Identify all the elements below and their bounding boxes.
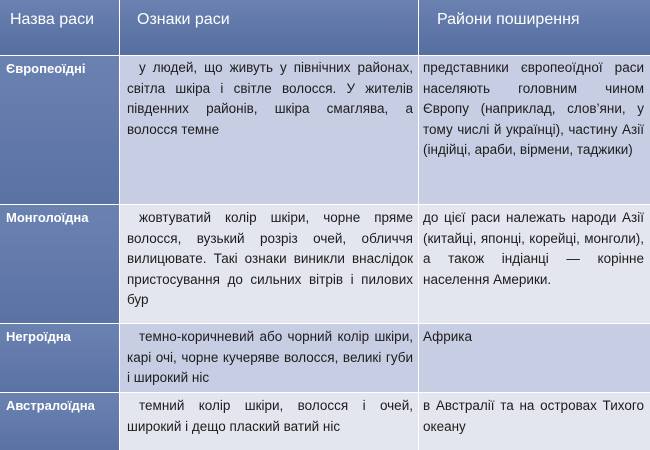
- table-row: [0, 393, 650, 450]
- row-divider: [0, 204, 650, 205]
- race-regions-cell: представники європеоїдної раси населяють головним чином Європу (наприклад, слов’яни, у тому числі й українці), частину Азії (індійці, араби, вірмени, таджики): [423, 60, 644, 157]
- race-regions-cell: до цієї раси належать народи Азії (китайці, японці, корейці, монголи), а також індіанці — корінне населення Америки.: [423, 210, 644, 287]
- race-regions-cell: в Австралії та на островах Тихого океану: [423, 398, 644, 434]
- race-name-cell: Європеоїдні: [0, 56, 119, 204]
- race-name-cell: Австралоїдна: [0, 393, 119, 450]
- column-divider: [119, 0, 120, 450]
- race-regions-cell: Африка: [423, 329, 473, 344]
- race-name-cell: Монголоїдна: [0, 205, 119, 323]
- table-row: [0, 205, 650, 323]
- table-row: [0, 56, 650, 204]
- race-name-cell: Негроїдна: [0, 324, 119, 392]
- race-signs-cell: жовтуватий колір шкіри, чорне пряме волосся, вузький розріз очей, обличчя вилицювате. Такі ознаки виникли внаслідок пристосування до сильних вітрів і пилових бур: [127, 210, 413, 307]
- header-race-signs: Ознаки раси: [137, 11, 230, 28]
- column-divider: [418, 0, 419, 450]
- header-regions: Райони поширення: [437, 11, 580, 28]
- row-divider: [0, 55, 650, 56]
- race-signs-cell: темно-коричневий або чорний колір шкіри, карі очі, чорне кучеряве волосся, великі губи і широкий ніс: [127, 329, 413, 385]
- row-divider: [0, 323, 650, 324]
- header-race-name: Назва раси: [10, 11, 95, 28]
- race-signs-cell: темний колір шкіри, волосся і очей, широкий і дещо плаский ватий ніс: [127, 398, 413, 434]
- race-signs-cell: у людей, що живуть у північних районах, світла шкіра і світле волосся. У жителів південних районів, шкіра смаглява, а волосся темне: [127, 60, 413, 137]
- table-header: [0, 0, 650, 56]
- row-divider: [0, 392, 650, 393]
- table-row: [0, 324, 650, 392]
